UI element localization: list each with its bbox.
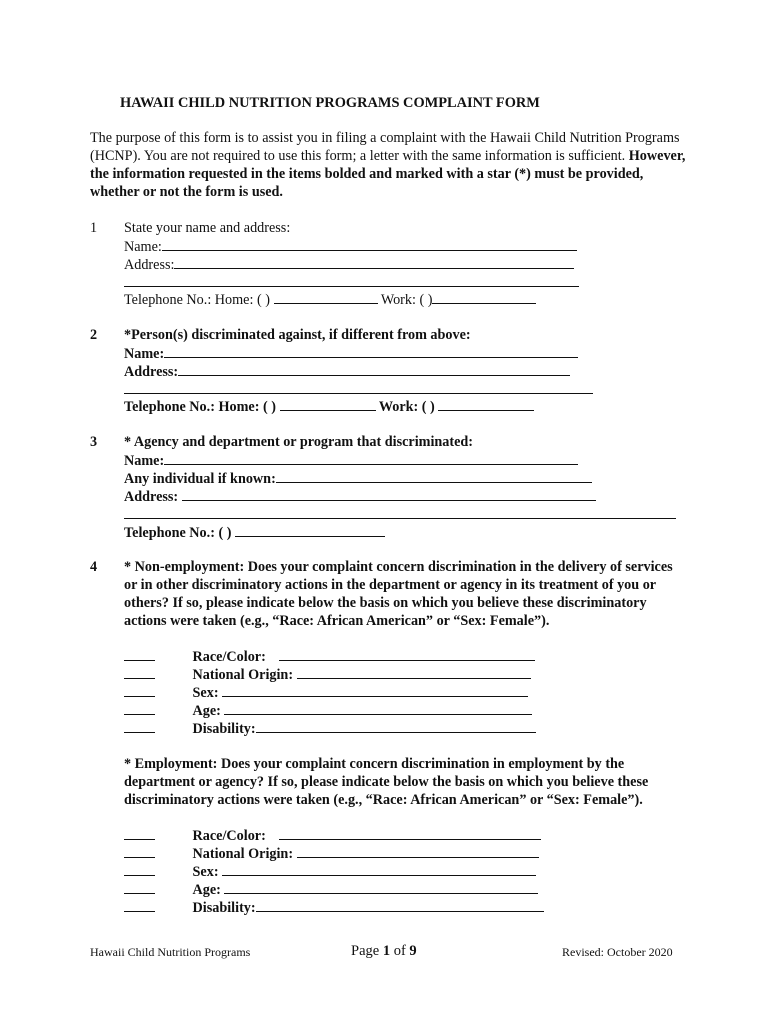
emp-sex-checkbox[interactable] — [124, 862, 155, 876]
section-3-phone-field[interactable] — [235, 523, 385, 537]
section-1-work-phone-field[interactable] — [432, 290, 536, 304]
section-2-telephone-row — [124, 397, 534, 416]
section-1-name-label: Name: — [124, 239, 162, 255]
section-3-address-field-2[interactable] — [124, 505, 676, 519]
nonemp-age-checkbox[interactable] — [124, 701, 155, 715]
section-1-address-row — [124, 255, 574, 274]
section-1-home-phone-field[interactable] — [274, 290, 378, 304]
intro-paragraph — [90, 129, 690, 201]
nonemployment-question: * Non-employment: Does your complaint concern discrimination in the delivery of services or in other discriminatory actions in the department or agency in its treatment of you or others? If so, please indicate below the basis on which you believe these discriminatory actions were taken (e.g., “Race: African American” or “Sex: Female”). — [124, 559, 673, 629]
nonemp-national-origin-label: National Origin: — [192, 667, 294, 683]
nonemp-race-field[interactable] — [279, 647, 535, 661]
section-2-name-label: Name: — [124, 346, 165, 362]
emp-national-origin-label: National Origin: — [192, 846, 294, 862]
section-1-address-field[interactable] — [174, 255, 574, 269]
emp-age-field[interactable] — [224, 880, 538, 894]
section-3-address-label: Address: — [124, 489, 179, 505]
section-3-address-field[interactable] — [182, 487, 596, 501]
section-2-home-phone-field[interactable] — [280, 397, 376, 411]
section-3-address-line-2 — [124, 505, 676, 524]
nonemp-age-label: Age: — [192, 703, 221, 719]
emp-sex-field[interactable] — [222, 862, 536, 876]
emp-race-label: Race/Color: — [192, 828, 266, 844]
nonemp-disability-checkbox[interactable] — [124, 719, 155, 733]
emp-disability-checkbox[interactable] — [124, 898, 155, 912]
section-1-telephone-label: Telephone No.: Home: ( ) — [124, 292, 270, 308]
nonemp-disability-field[interactable] — [256, 719, 536, 733]
nonemp-race-label: Race/Color: — [192, 649, 266, 665]
section-3-address-row — [124, 487, 596, 506]
section-3-individual-label: Any individual if known: — [124, 471, 276, 487]
page-of: of — [390, 943, 410, 959]
section-1-heading: State your name and address: — [124, 220, 291, 236]
section-3-telephone-row — [124, 523, 385, 542]
emp-disability-field[interactable] — [256, 898, 544, 912]
emp-sex-label: Sex: — [192, 864, 219, 880]
section-3-individual-row — [124, 469, 592, 488]
emp-sex-row — [124, 862, 536, 881]
emp-age-checkbox[interactable] — [124, 880, 155, 894]
nonemp-race-checkbox[interactable] — [124, 647, 155, 661]
section-1-work-label: Work: ( ) — [380, 292, 433, 308]
nonemp-race-row — [124, 647, 535, 666]
form-title: HAWAII CHILD NUTRITION PROGRAMS COMPLAINT FORM — [120, 95, 540, 111]
emp-disability-label: Disability: — [192, 900, 256, 916]
nonemp-age-row — [124, 701, 532, 720]
section-2-number: 2 — [90, 327, 98, 343]
section-1-telephone-row — [124, 290, 536, 309]
emp-national-origin-checkbox[interactable] — [124, 844, 155, 858]
section-2-work-phone-field[interactable] — [438, 397, 534, 411]
section-3-telephone-label: Telephone No.: ( ) — [124, 525, 232, 541]
section-3-heading: * Agency and department or program that discriminated: — [124, 434, 474, 450]
section-2-address-field[interactable] — [178, 362, 570, 376]
nonemp-sex-label: Sex: — [192, 685, 219, 701]
section-2-name-field[interactable] — [164, 344, 578, 358]
section-3-name-label: Name: — [124, 453, 165, 469]
emp-race-field[interactable] — [279, 826, 541, 840]
section-3-individual-field[interactable] — [276, 469, 592, 483]
nonemp-national-origin-checkbox[interactable] — [124, 665, 155, 679]
section-2-heading: *Person(s) discriminated against, if different from above: — [124, 327, 471, 343]
section-1-name-row — [124, 237, 577, 256]
footer-left: Hawaii Child Nutrition Programs — [90, 945, 251, 959]
section-2-address-field-2[interactable] — [124, 380, 593, 394]
section-3-name-field[interactable] — [164, 451, 578, 465]
nonemp-disability-label: Disability: — [192, 721, 256, 737]
emp-national-origin-row — [124, 844, 539, 863]
section-1-address-label: Address: — [124, 257, 175, 273]
section-2-address-row — [124, 362, 570, 381]
nonemp-national-origin-field[interactable] — [297, 665, 531, 679]
nonemp-disability-row — [124, 719, 536, 738]
nonemp-national-origin-row — [124, 665, 531, 684]
section-2-telephone-label: Telephone No.: Home: ( ) — [124, 399, 276, 415]
emp-national-origin-field[interactable] — [297, 844, 539, 858]
page-prefix: Page — [351, 943, 383, 959]
nonemp-sex-row — [124, 683, 528, 702]
footer-right: Revised: October 2020 — [562, 945, 673, 959]
emp-age-row — [124, 880, 538, 899]
emp-race-checkbox[interactable] — [124, 826, 155, 840]
section-2-work-label: Work: ( ) — [378, 399, 435, 415]
intro-normal-text: The purpose of this form is to assist you in filing a complaint with the Hawaii Child Nutrition Programs (HCNP). You are not required to use this form; a letter with the same information is sufficient. — [90, 130, 680, 164]
section-3-number: 3 — [90, 434, 98, 450]
nonemp-sex-field[interactable] — [222, 683, 528, 697]
employment-question: * Employment: Does your complaint concern discrimination in employment by the department or agency? If so, please indicate below the basis on which you believe these discriminatory actions were taken (e.g., “Race: African American” or “Sex: Female”). — [124, 756, 649, 808]
page-number — [351, 942, 417, 960]
emp-race-row — [124, 826, 541, 845]
emp-disability-row — [124, 898, 544, 917]
section-1-name-field[interactable] — [162, 237, 577, 251]
page-current: 1 — [382, 943, 391, 959]
section-1-address-field-2[interactable] — [124, 273, 579, 287]
section-2-address-label: Address: — [124, 364, 179, 380]
section-2-name-row — [124, 344, 578, 363]
intro-bold-text: However, the information requested in the items bolded and marked with a star (*) must be provided, whether or not the form is used. — [90, 148, 686, 200]
nonemp-age-field[interactable] — [224, 701, 532, 715]
section-4-number: 4 — [90, 559, 98, 575]
page-total: 9 — [409, 943, 417, 959]
nonemp-sex-checkbox[interactable] — [124, 683, 155, 697]
section-1-number: 1 — [90, 220, 98, 236]
emp-age-label: Age: — [192, 882, 221, 898]
section-3-name-row — [124, 451, 578, 470]
